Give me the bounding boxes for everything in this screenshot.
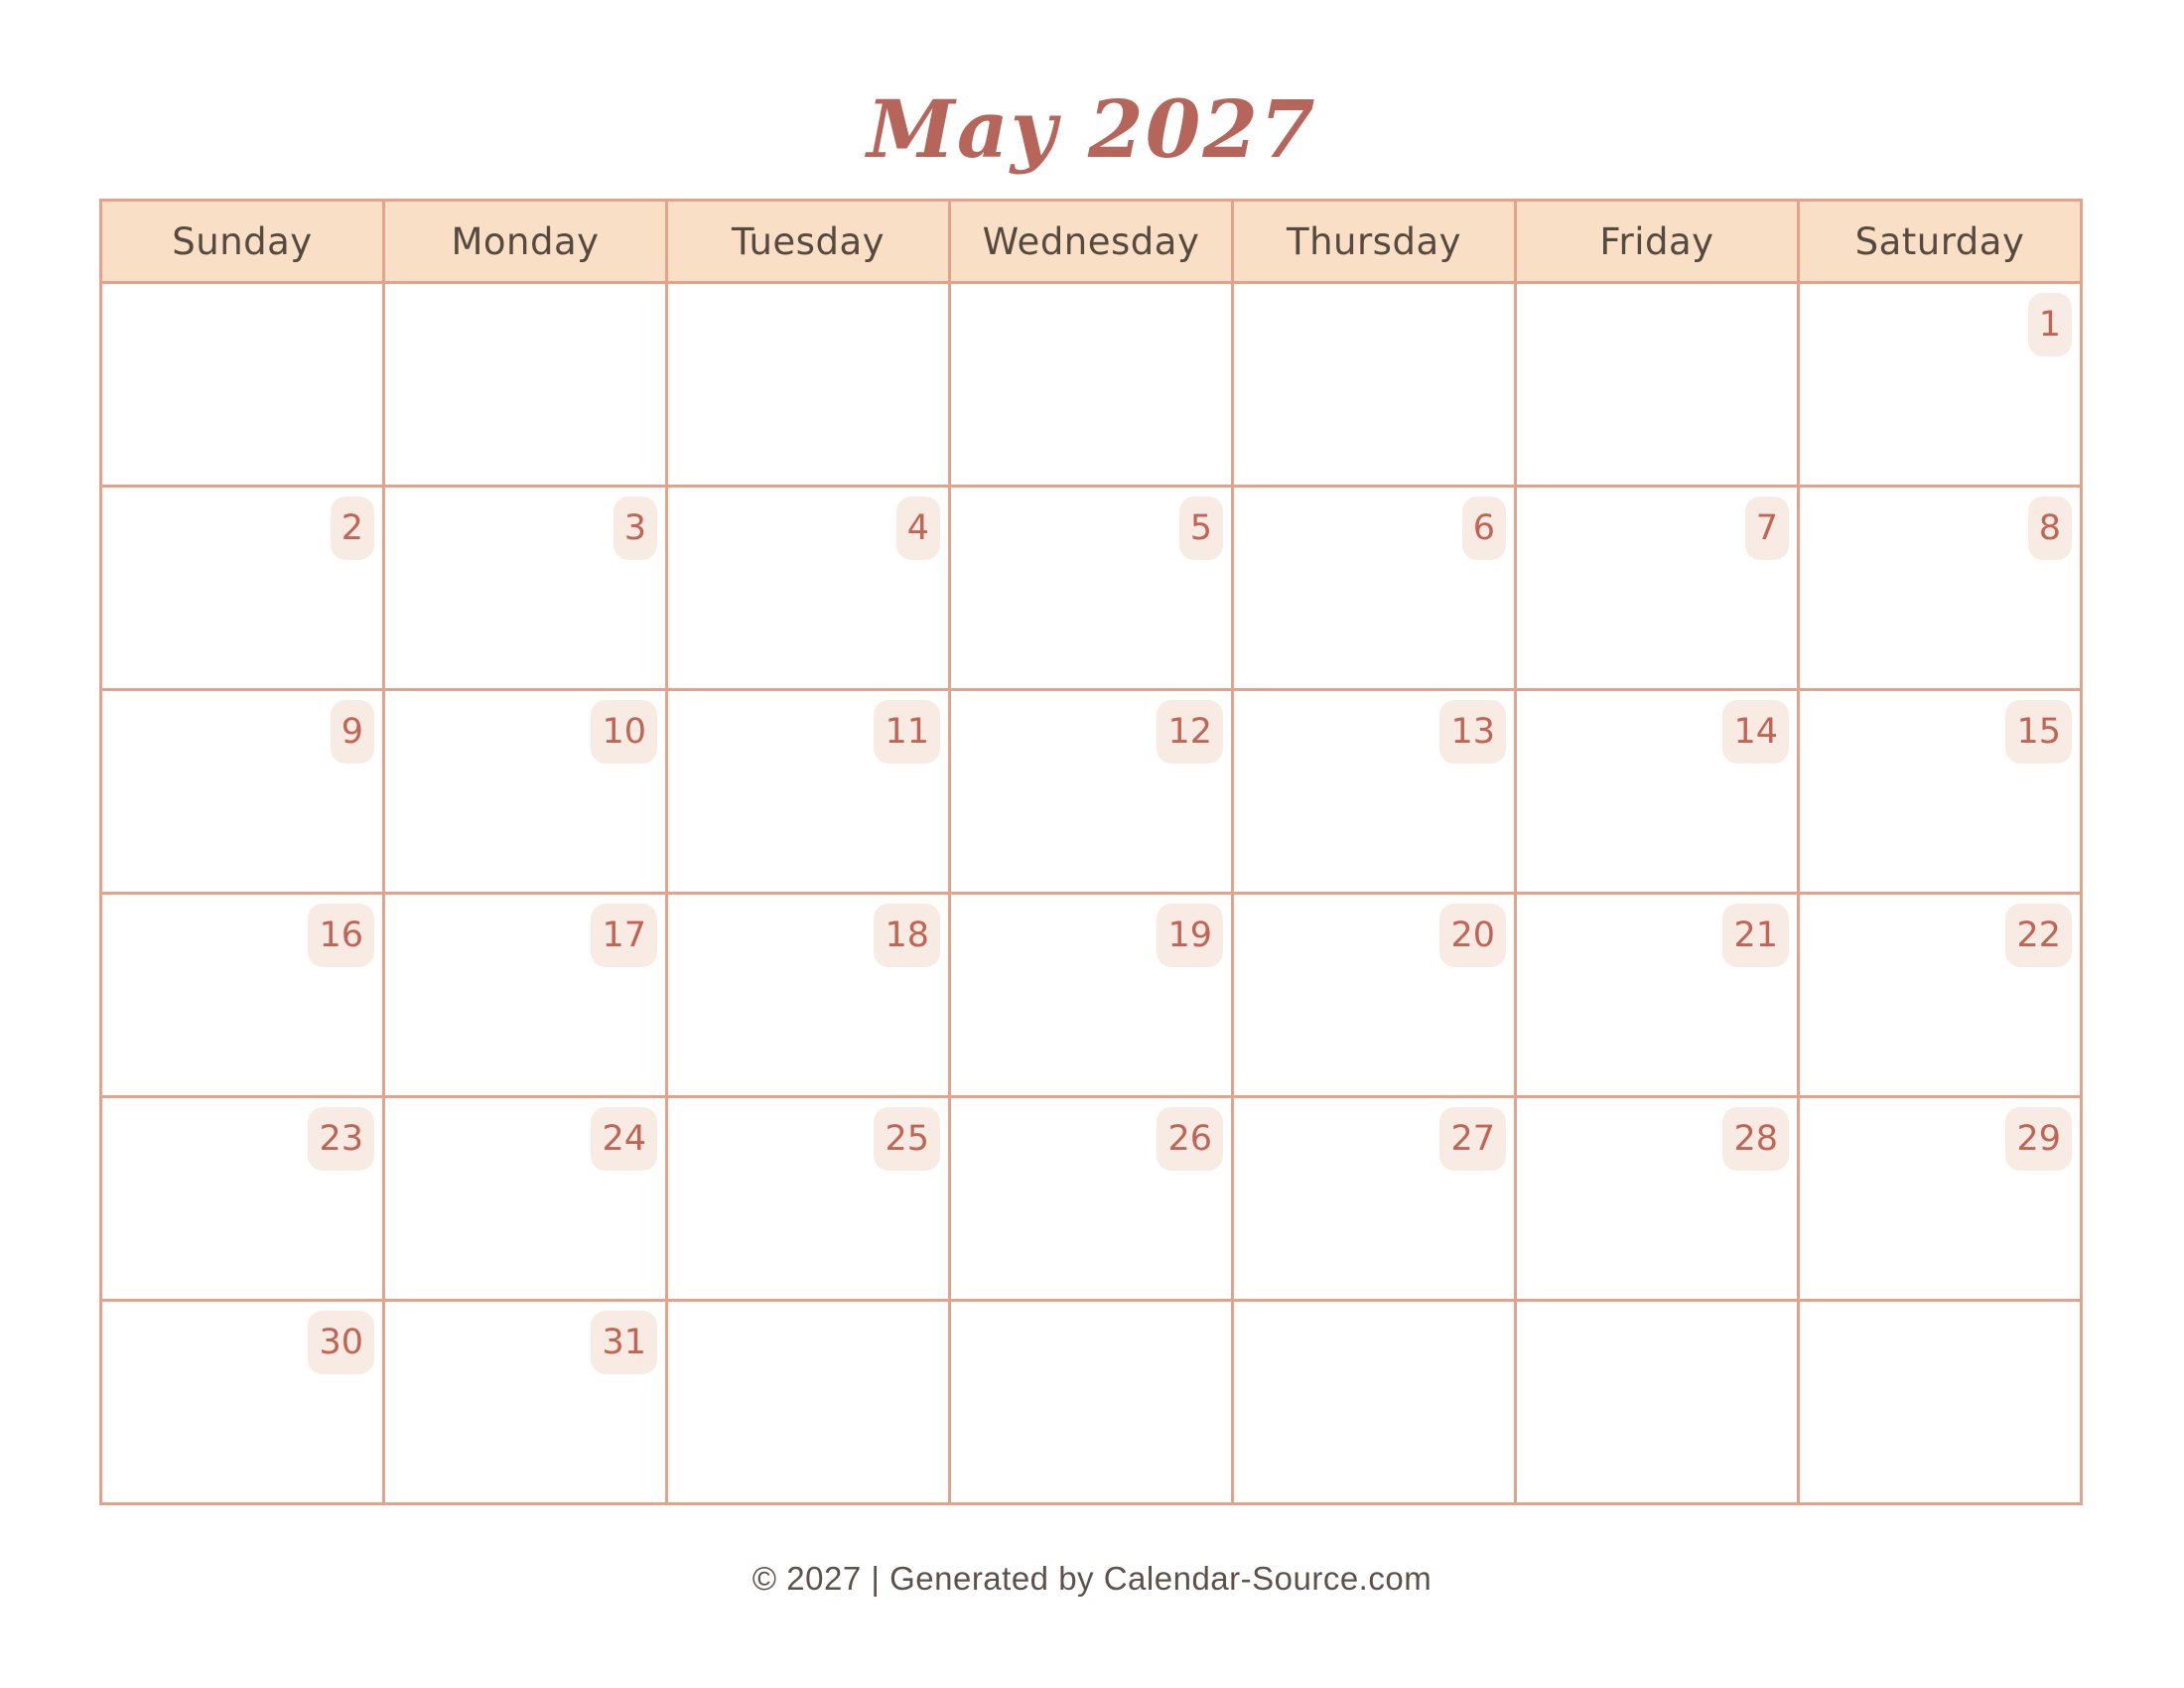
day-number-badge: 3: [614, 496, 657, 560]
day-cell-5: [951, 488, 1231, 688]
day-cell-15: [1800, 691, 2080, 892]
day-cell-empty: [1234, 284, 1514, 485]
day-cell-11: [668, 691, 948, 892]
weekday-header-monday: Monday: [385, 202, 665, 281]
day-number-badge: 11: [874, 700, 940, 764]
calendar-month-title: May 2027: [867, 82, 1317, 176]
day-number-badge: 24: [591, 1107, 657, 1171]
day-cell-empty: [385, 284, 665, 485]
day-cell-empty: [1234, 1302, 1514, 1502]
day-number-badge: 18: [874, 904, 940, 967]
day-number-badge: 27: [1439, 1107, 1506, 1171]
day-number-badge: 2: [331, 496, 374, 560]
day-cell-26: [951, 1098, 1231, 1299]
day-cell-21: [1517, 895, 1797, 1095]
day-number-badge: 19: [1157, 904, 1223, 967]
day-cell-empty: [951, 284, 1231, 485]
day-cell-25: [668, 1098, 948, 1299]
page-footer-credit: © 2027 | Generated by Calendar-Source.com: [751, 1560, 1433, 1597]
day-number-badge: 9: [331, 700, 374, 764]
day-number-badge: 17: [591, 904, 657, 967]
day-number-badge: 21: [1722, 904, 1789, 967]
day-cell-28: [1517, 1098, 1797, 1299]
day-cell-10: [385, 691, 665, 892]
day-cell-17: [385, 895, 665, 1095]
day-cell-2: [102, 488, 382, 688]
day-number-badge: 8: [2028, 496, 2072, 560]
weekday-header-wednesday: Wednesday: [951, 202, 1231, 281]
day-cell-empty: [951, 1302, 1231, 1502]
day-number-badge: 30: [308, 1311, 374, 1374]
day-number-badge: 10: [591, 700, 657, 764]
weekday-header-thursday: Thursday: [1234, 202, 1514, 281]
day-cell-empty: [1517, 1302, 1797, 1502]
day-cell-7: [1517, 488, 1797, 688]
day-cell-empty: [1800, 1302, 2080, 1502]
day-cell-8: [1800, 488, 2080, 688]
day-number-badge: 7: [1745, 496, 1789, 560]
day-number-badge: 28: [1722, 1107, 1789, 1171]
day-number-badge: 23: [308, 1107, 374, 1171]
day-cell-24: [385, 1098, 665, 1299]
day-cell-16: [102, 895, 382, 1095]
day-number-badge: 13: [1439, 700, 1506, 764]
weekday-header-tuesday: Tuesday: [668, 202, 948, 281]
day-number-badge: 22: [2005, 904, 2072, 967]
weekday-header-sunday: Sunday: [102, 202, 382, 281]
day-cell-18: [668, 895, 948, 1095]
weekday-header-friday: Friday: [1517, 202, 1797, 281]
day-cell-19: [951, 895, 1231, 1095]
day-cell-13: [1234, 691, 1514, 892]
day-cell-empty: [668, 284, 948, 485]
day-number-badge: 1: [2028, 293, 2072, 356]
weekday-header-saturday: Saturday: [1800, 202, 2080, 281]
day-cell-27: [1234, 1098, 1514, 1299]
day-number-badge: 4: [896, 496, 940, 560]
day-number-badge: 31: [591, 1311, 657, 1374]
day-cell-29: [1800, 1098, 2080, 1299]
day-cell-1: [1800, 284, 2080, 485]
day-number-badge: 5: [1179, 496, 1223, 560]
day-cell-31: [385, 1302, 665, 1502]
day-number-badge: 20: [1439, 904, 1506, 967]
day-cell-23: [102, 1098, 382, 1299]
day-cell-30: [102, 1302, 382, 1502]
day-number-badge: 29: [2005, 1107, 2072, 1171]
day-number-badge: 15: [2005, 700, 2072, 764]
day-number-badge: 26: [1157, 1107, 1223, 1171]
day-cell-empty: [668, 1302, 948, 1502]
day-number-badge: 14: [1722, 700, 1789, 764]
day-cell-empty: [102, 284, 382, 485]
day-cell-3: [385, 488, 665, 688]
day-number-badge: 25: [874, 1107, 940, 1171]
day-cell-22: [1800, 895, 2080, 1095]
day-cell-empty: [1517, 284, 1797, 485]
day-cell-6: [1234, 488, 1514, 688]
day-cell-14: [1517, 691, 1797, 892]
calendar-grid: [99, 199, 2083, 1505]
day-cell-20: [1234, 895, 1514, 1095]
day-number-badge: 16: [308, 904, 374, 967]
day-cell-12: [951, 691, 1231, 892]
day-cell-9: [102, 691, 382, 892]
day-cell-4: [668, 488, 948, 688]
day-number-badge: 12: [1157, 700, 1223, 764]
day-number-badge: 6: [1462, 496, 1506, 560]
